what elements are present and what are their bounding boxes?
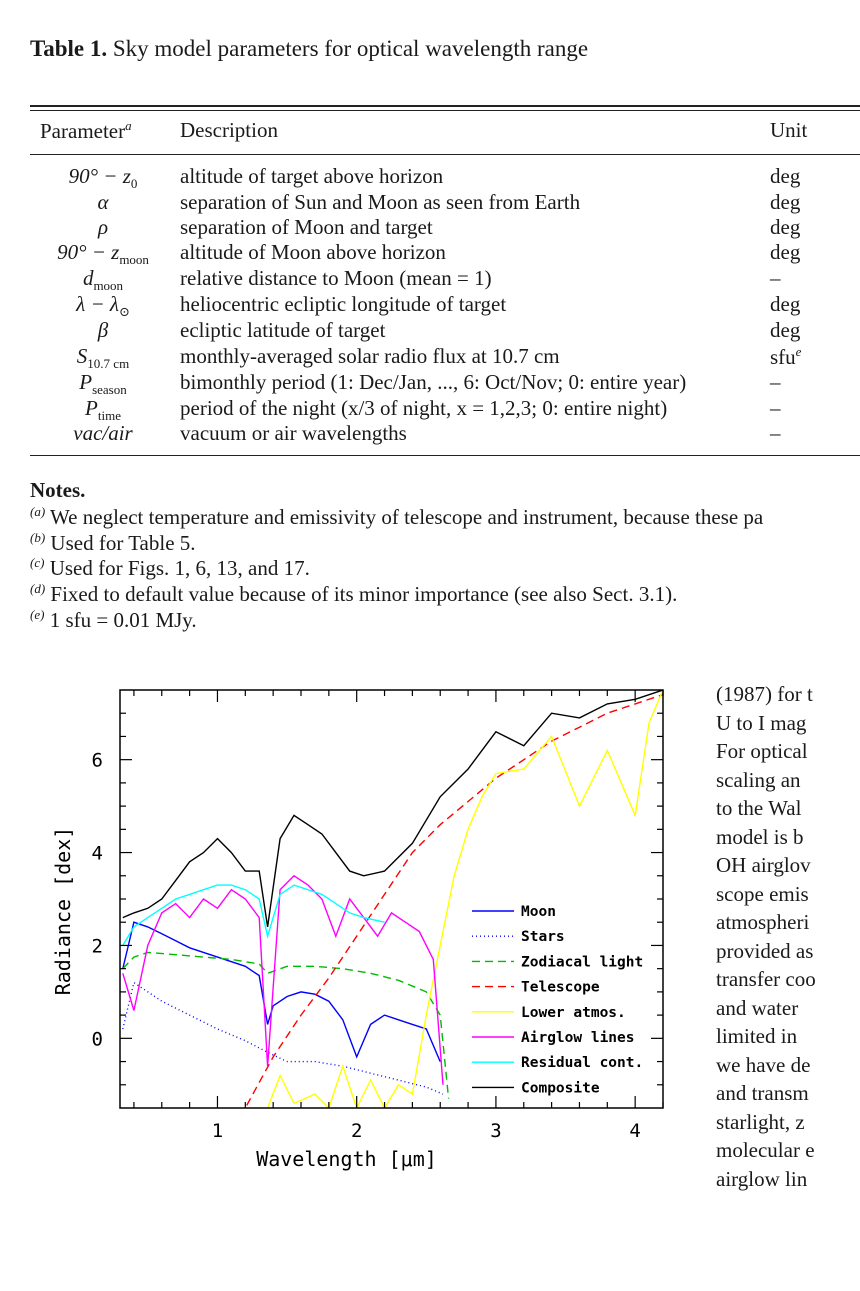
side-text-line: scaling an (716, 767, 801, 792)
table-header-rule (30, 154, 860, 155)
note-text: We neglect temperature and emissivity of telescope and instrument, because these pa (50, 505, 764, 529)
table-row (0, 190, 860, 216)
legend-label: Stars (521, 929, 565, 946)
notes-title: Notes. (30, 478, 86, 502)
y-tick-label: 6 (91, 749, 103, 772)
side-text-line: and water (716, 995, 799, 1020)
radiance-chart (32, 676, 678, 1178)
description-cell: period of the night (x/3 of night, x = 1,2,3; 0: entire night) (180, 396, 668, 420)
series-line-zodiacal-light (123, 952, 449, 1098)
unit-cell: – (770, 370, 781, 394)
x-axis-label: Wavelength [μm] (256, 1147, 437, 1171)
series-line-moon (123, 922, 440, 1061)
side-text-line: (1987) for t (716, 682, 813, 706)
note-item (30, 555, 310, 581)
note-text: Used for Table 5. (50, 531, 196, 555)
note-item (30, 607, 197, 633)
legend-label: Lower atmos. (521, 1004, 626, 1021)
param-cell: β (97, 318, 109, 342)
y-tick-label: 4 (91, 842, 103, 865)
table-top-rule (30, 105, 860, 107)
legend-label: Airglow lines (521, 1030, 635, 1046)
description-cell: altitude of target above horizon (180, 164, 444, 188)
unit-cell: deg (770, 292, 801, 316)
table-top-rule-2 (30, 110, 860, 111)
unit-cell: – (770, 266, 781, 290)
description-cell: separation of Moon and target (180, 215, 433, 239)
header-description: Description (180, 118, 278, 142)
note-mark: (b) (30, 530, 46, 545)
table-row (0, 164, 860, 190)
series-line-airglow-lines (123, 876, 443, 1085)
side-text-line: we have de (716, 1052, 811, 1077)
side-text-line: transfer coo (716, 967, 816, 991)
table-row (0, 266, 860, 292)
y-axis-label: Radiance [dex] (51, 826, 75, 996)
unit-cell: deg (770, 215, 801, 239)
unit-cell: deg (770, 240, 801, 264)
legend-label: Residual cont. (521, 1055, 644, 1072)
table-bottom-rule (30, 455, 860, 456)
table-row (0, 318, 860, 344)
x-tick-label: 2 (350, 1120, 363, 1142)
note-mark: (d) (30, 581, 46, 596)
side-text-line: atmospheri (716, 910, 810, 934)
description-cell: vacuum or air wavelengths (180, 421, 407, 445)
unit-cell: deg (770, 190, 801, 214)
radiance-chart-svg (32, 676, 678, 1178)
description-cell: ecliptic latitude of target (180, 318, 386, 342)
note-item (30, 530, 196, 556)
table-row (0, 292, 860, 318)
param-cell: $d_{moon}$ (82, 266, 124, 294)
unit-cell: sfu$^e$ (770, 344, 802, 369)
side-text-line: OH airglov (716, 853, 811, 877)
side-text-line: starlight, z (716, 1109, 805, 1134)
note-mark: (c) (30, 555, 45, 570)
param-cell: ρ (97, 215, 109, 239)
unit-cell: – (770, 396, 781, 420)
side-text-line: and transm (716, 1081, 809, 1105)
note-text: Used for Figs. 1, 6, 13, and 17. (49, 556, 310, 580)
param-cell: $S_{10.7 cm}$ (76, 344, 130, 372)
description-cell: heliocentric ecliptic longitude of target (180, 292, 507, 316)
x-tick-label: 3 (490, 1120, 502, 1142)
note-mark: (a) (30, 504, 46, 519)
legend-label: Telescope (521, 979, 600, 996)
y-tick-label: 0 (91, 1028, 103, 1051)
side-text-line: to the Wal (716, 796, 802, 820)
table-row (0, 396, 860, 422)
side-text-line: limited in (716, 1024, 798, 1048)
legend-label: Moon (521, 904, 556, 920)
header-parameter: Parameter$^a$ (40, 118, 132, 143)
description-cell: separation of Sun and Moon as seen from Earth (180, 190, 581, 214)
param-cell: vac/air (73, 421, 133, 445)
description-cell: bimonthly period (1: Dec/Jan, ..., 6: Oct/Nov; 0: entire year) (180, 370, 687, 394)
series-line-residual-cont (123, 885, 385, 945)
table-row (0, 421, 860, 447)
table-row (0, 344, 860, 370)
side-text-line: scope emis (716, 881, 809, 906)
description-cell: altitude of Moon above horizon (180, 240, 446, 264)
table-caption-text: Sky model parameters for optical wavelength range (112, 36, 589, 61)
side-text-line: For optical (716, 739, 808, 763)
description-cell: relative distance to Moon (mean = 1) (180, 266, 492, 290)
side-text-line: provided as (716, 938, 814, 963)
side-text-line: U to I mag (716, 710, 807, 735)
unit-cell: deg (770, 164, 801, 188)
series-line-composite (123, 690, 663, 927)
param-cell: $P_{season}$ (79, 370, 127, 398)
x-tick-label: 4 (629, 1120, 641, 1142)
table-row (0, 240, 860, 266)
header-unit: Unit (770, 118, 808, 142)
param-cell: $90^\circ - z_{moon}$ (57, 240, 149, 268)
note-mark: (e) (30, 607, 45, 622)
description-cell: monthly-averaged solar radio flux at 10.7 cm (180, 344, 560, 368)
x-tick-label: 1 (211, 1120, 224, 1142)
side-text-line: airglow lin (716, 1166, 808, 1191)
side-text-line: molecular e (716, 1138, 815, 1162)
table-caption-label: Table 1. (30, 36, 108, 61)
legend-label: Composite (521, 1080, 600, 1097)
param-cell: α (97, 190, 109, 214)
note-text: 1 sfu = 0.01 MJy. (49, 608, 197, 632)
note-item (30, 504, 763, 530)
unit-cell: deg (770, 318, 801, 342)
param-cell: $90^\circ - z_0$ (68, 164, 138, 192)
table-caption (30, 36, 588, 62)
param-cell: $P_{time}$ (85, 396, 121, 424)
param-cell: $\lambda - \lambda_⊙$ (76, 292, 130, 320)
note-item (30, 581, 677, 607)
legend-label: Zodiacal light (521, 954, 644, 971)
side-text-line: model is b (716, 824, 804, 849)
y-tick-label: 2 (91, 935, 103, 958)
unit-cell: – (770, 421, 781, 445)
table-row (0, 370, 860, 396)
table-row (0, 215, 860, 241)
note-text: Fixed to default value because of its minor importance (see also Sect. 3.1). (50, 582, 678, 606)
